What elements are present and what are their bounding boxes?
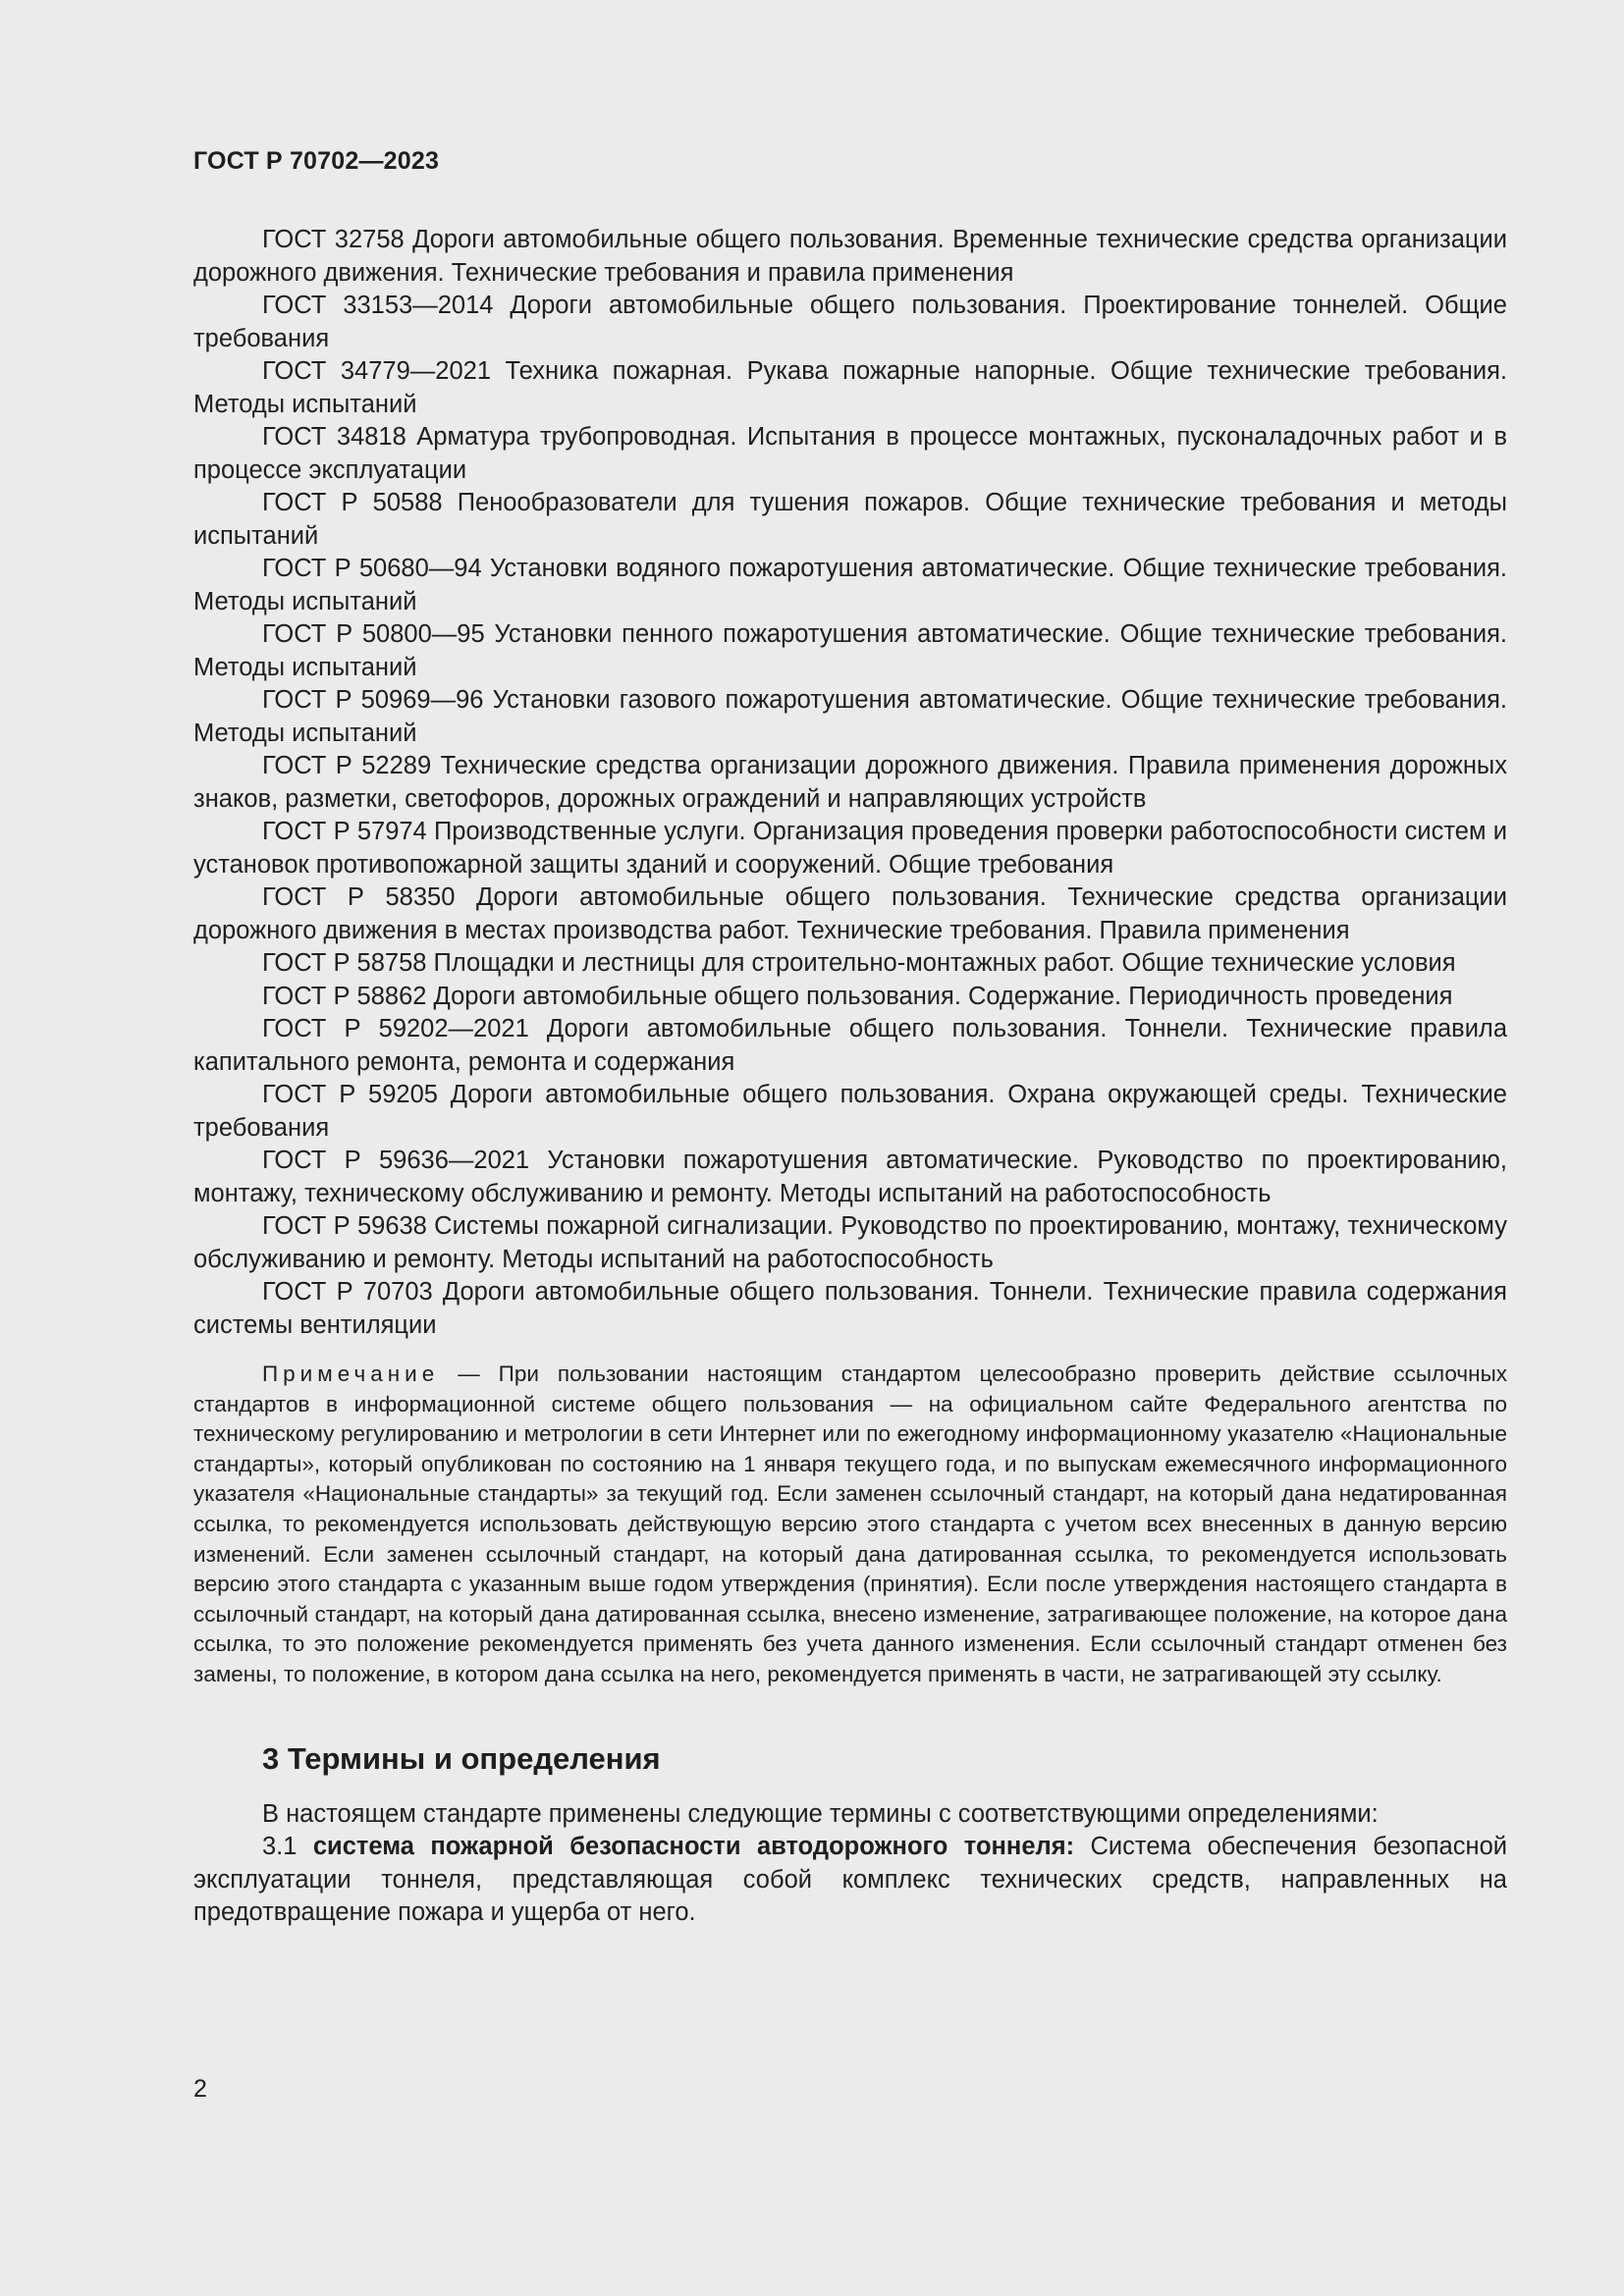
reference-item: ГОСТ Р 52289 Технические средства организации дорожного движения. Правила применения дорожных знаков, разметки, светофоров, дорожных ограждений и направляющих устройств xyxy=(193,752,1507,813)
reference-item: ГОСТ 32758 Дороги автомобильные общего пользования. Временные технические средства организации дорожного движения. Технические требования и правила применения xyxy=(193,226,1507,287)
reference-item: ГОСТ Р 50588 Пенообразователи для тушения пожаров. Общие технические требования и методы испытаний xyxy=(193,489,1507,550)
reference-item: ГОСТ Р 50680—94 Установки водяного пожаротушения автоматические. Общие технические требования. Методы испытаний xyxy=(193,555,1507,615)
reference-item: ГОСТ Р 58758 Площадки и лестницы для строительно-монтажных работ. Общие технические условия xyxy=(262,949,1456,977)
reference-item: ГОСТ Р 50969—96 Установки газового пожаротушения автоматические. Общие технические требования. Методы испытаний xyxy=(193,686,1507,747)
page-number: 2 xyxy=(193,2075,207,2103)
section-heading: 3 Термины и определения xyxy=(262,1740,661,1776)
term-text: Система обеспечения безопасной эксплуатации тоннеля, представляющая собой комплекс технических средств, направленных на предотвращение пожара и ущерба от него. xyxy=(193,1833,1508,1927)
reference-item: ГОСТ 34779—2021 Техника пожарная. Рукава пожарные напорные. Общие технические требования. Методы испытаний xyxy=(193,357,1507,418)
reference-item: ГОСТ Р 57974 Производственные услуги. Организация проведения проверки работоспособности систем и установок противопожарной защиты зданий и сооружений. Общие требования xyxy=(193,818,1507,879)
reference-item: ГОСТ Р 58862 Дороги автомобильные общего пользования. Содержание. Периодичность проведения xyxy=(262,982,1453,1010)
reference-item: ГОСТ Р 58350 Дороги автомобильные общего пользования. Технические средства организации дорожного движения в местах производства работ. Технические требования. Правила применения xyxy=(193,883,1507,944)
term-definition xyxy=(193,1831,1507,1930)
reference-item: ГОСТ Р 70703 Дороги автомобильные общего пользования. Тоннели. Технические правила содержания системы вентиляции xyxy=(193,1278,1507,1339)
reference-item: ГОСТ 33153—2014 Дороги автомобильные общего пользования. Проектирование тоннелей. Общие требования xyxy=(193,292,1507,352)
reference-item: ГОСТ Р 59202—2021 Дороги автомобильные общего пользования. Тоннели. Технические правила капитального ремонта, ремонта и содержания xyxy=(193,1015,1507,1076)
term-name: система пожарной безопасности автодорожного тоннеля: xyxy=(312,1833,1075,1861)
note-text: При пользовании настоящим стандартом целесообразно проверить действие ссылочных стандартов в информационной системе общего пользования — на официальном сайте Федерального агентства по техническому регулированию и метрологии в сети Интернет или по ежегодному информационному указателю «Национальные стандарты», который опубликован по состоянию на 1 января текущего года, и по выпускам ежемесячного информационного указателя «Национальные стандарты» за текущий год. Если заменен ссылочный стандарт, на который дана недатированная ссылка, то рекомендуется использовать действующую версию этого стандарта с учетом всех внесенных в данную версию изменений. Если заменен ссылочный стандарт, на который дана датированная ссылка, то рекомендуется использовать версию этого стандарта с указанным выше годом утверждения (принятия). Если после утверждения настоящего стандарта в ссылочный стандарт, на который дана датированная ссылка, внесено изменение, затрагивающее положение, на которое дана ссылка, то это положение рекомендуется применять без учета данного изменения. Если ссылочный стандарт отменен без замены, то положение, в котором дана ссылка на него, рекомендуется применять в части, не затрагивающей эту ссылку. xyxy=(193,1362,1507,1686)
reference-item: ГОСТ Р 59638 Системы пожарной сигнализации. Руководство по проектированию, монтажу, техническому обслуживанию и ремонту. Методы испытаний на работоспособность xyxy=(193,1212,1507,1273)
reference-item: ГОСТ Р 50800—95 Установки пенного пожаротушения автоматические. Общие технические требования. Методы испытаний xyxy=(193,620,1507,681)
note-dash: — xyxy=(439,1362,499,1386)
note-label: Примечание xyxy=(262,1362,440,1386)
page-content xyxy=(193,224,1507,1930)
term-number: 3.1 xyxy=(262,1833,313,1861)
reference-item: ГОСТ Р 59636—2021 Установки пожаротушения автоматические. Руководство по проектированию, монтажу, техническому обслуживанию и ремонту. Методы испытаний на работоспособность xyxy=(193,1147,1507,1207)
reference-item: ГОСТ 34818 Арматура трубопроводная. Испытания в процессе монтажных, пусконаладочных работ и в процессе эксплуатации xyxy=(193,423,1507,484)
running-header: ГОСТ Р 70702—2023 xyxy=(193,147,440,175)
note-block xyxy=(193,1360,1507,1690)
section-intro: В настоящем стандарте применены следующие термины с соответствующими определениями: xyxy=(262,1799,1379,1828)
normative-references-list xyxy=(193,224,1507,1342)
reference-item: ГОСТ Р 59205 Дороги автомобильные общего пользования. Охрана окружающей среды. Технические требования xyxy=(193,1081,1507,1142)
